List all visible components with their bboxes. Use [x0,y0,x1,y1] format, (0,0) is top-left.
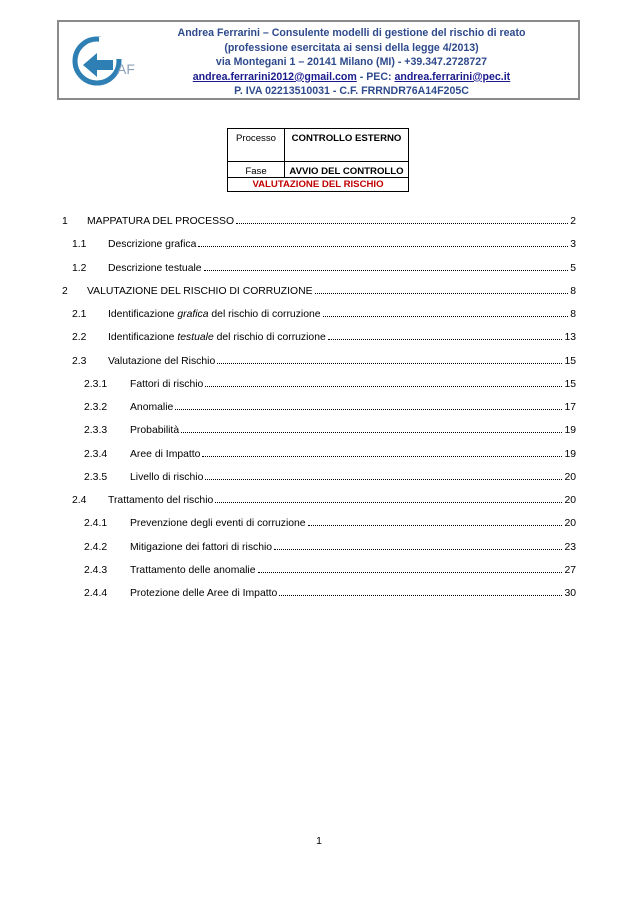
toc-entry-number: 2.4.3 [84,564,108,576]
toc-entry-number: 2.3.5 [84,471,108,483]
toc-dot-leader [217,362,562,364]
toc-entry-number: 2.3 [72,355,87,367]
toc-dot-leader [215,501,562,503]
toc-entry[interactable] [72,332,576,343]
toc-entry-number: 1.2 [72,262,87,274]
toc-entry-title: Descrizione grafica [108,239,197,251]
toc-entry[interactable] [72,263,576,274]
toc-entry-number: 2.2 [72,332,87,344]
toc-entry[interactable] [62,216,576,227]
pec-link[interactable]: andrea.ferrarini@pec.it [394,70,511,83]
page-number: 1 [316,836,322,847]
process-value: CONTROLLO ESTERNO [285,129,409,162]
toc-entry[interactable] [84,518,576,529]
toc-entry-page: 13 [564,332,576,344]
svg-text:AF: AF [117,61,135,77]
toc-dot-leader [202,455,562,457]
toc-entry-number: 2.3.4 [84,448,108,460]
toc-entry-page: 19 [564,448,576,460]
toc-dot-leader [328,338,563,340]
toc-dot-leader [181,431,562,433]
toc-entry-title: Trattamento delle anomalie [130,564,256,576]
toc-entry-page: 5 [570,262,576,274]
toc-dot-leader [315,292,569,294]
toc-entry-number: 2 [62,285,68,297]
pec-label: - PEC: [356,70,395,83]
toc-entry-page: 27 [564,564,576,576]
process-label: Processo [228,129,285,162]
toc-entry[interactable] [84,425,576,436]
toc-entry-title: Aree di Impatto [130,448,201,460]
toc-entry-title: Mitigazione dei fattori di rischio [130,541,273,553]
toc-entry-page: 15 [564,355,576,367]
toc-dot-leader [236,222,568,224]
toc-entry-title-pre: Identificazione [108,309,178,320]
toc-entry-title: Trattamento del rischio [108,495,214,506]
phase-value: AVVIO DEL CONTROLLO [285,162,409,178]
profession-line: (professione esercitata ai sensi della legge 4/2013) [224,41,479,54]
address-line: via Montegani 1 – 20141 Milano (MI) - +39.347.2728727 [215,56,488,69]
toc-entry-page: 19 [564,425,576,437]
toc-entry-page: 17 [564,402,576,413]
toc-entry-page: 20 [564,518,576,530]
toc-entry-page: 8 [570,285,576,297]
toc-entry-title: Anomalie [130,402,174,413]
toc-entry-title [108,332,326,343]
toc-dot-leader [198,245,568,247]
toc-dot-leader [205,478,562,480]
toc-entry-number: 2.3.1 [84,378,108,390]
toc-entry-number: 2.3.3 [84,425,108,437]
toc-entry[interactable] [84,542,576,553]
toc-entry-page: 20 [564,471,576,483]
toc-entry-page: 2 [570,216,576,227]
email-link[interactable]: andrea.ferrarini2012@gmail.com [192,70,357,83]
toc-entry-title: Livello di rischio [130,471,204,483]
toc-entry-title-post: del rischio di corruzione [213,332,326,344]
toc-entry[interactable] [72,356,576,367]
company-logo [69,29,133,93]
toc-entry-title: MAPPATURA DEL PROCESSO [87,216,235,227]
toc-entry[interactable] [84,588,576,599]
toc-entry-page: 20 [564,495,576,506]
toc-entry-number: 2.3.2 [84,402,108,413]
toc-entry-title-emphasis: grafica [177,309,209,320]
toc-entry-page: 8 [570,309,576,320]
toc-entry-page: 3 [570,239,576,251]
letterhead [57,20,580,100]
toc-entry-number: 2.4.4 [84,588,108,599]
toc-entry-number: 2.4.2 [84,541,108,553]
toc-entry-number: 2.4.1 [84,518,108,530]
toc-dot-leader [175,408,562,410]
toc-dot-leader [308,524,563,526]
toc-entry-number: 2.1 [72,309,87,320]
toc-entry[interactable] [72,495,576,506]
toc-entry[interactable] [62,286,576,297]
toc-entry[interactable] [72,239,576,250]
toc-entry-title-emphasis: testuale [177,332,214,344]
toc-entry-title: Valutazione del Rischio [108,355,216,367]
toc-entry[interactable] [72,309,576,320]
toc-entry-title: VALUTAZIONE DEL RISCHIO DI CORRUZIONE [87,285,313,297]
toc-entry-page: 15 [564,378,576,390]
toc-entry[interactable] [84,565,576,576]
toc-entry-page: 23 [564,541,576,553]
tax-id-line: P. IVA 02213510031 - C.F. FRRNDR76A14F205C [234,85,469,98]
process-table [227,128,409,192]
toc-entry[interactable] [84,402,576,413]
toc-entry-title: Protezione delle Aree di Impatto [130,588,278,599]
toc-entry-page: 30 [564,588,576,599]
toc-entry[interactable] [84,472,576,483]
consultant-name-line: Andrea Ferrarini – Consulente modelli di gestione del rischio di reato [177,27,526,39]
phase-label: Fase [228,162,285,178]
toc-entry-title: Prevenzione degli eventi di corruzione [130,518,306,530]
toc-entry-number: 1.1 [72,239,87,251]
toc-dot-leader [204,269,569,271]
contact-line [131,70,572,85]
toc-dot-leader [205,385,562,387]
toc-entry-title-pre: Identificazione [108,332,178,344]
toc-entry[interactable] [84,379,576,390]
toc-entry-title: Probabilità [130,425,180,437]
toc-dot-leader [279,594,562,596]
toc-dot-leader [274,548,562,550]
toc-dot-leader [258,571,563,573]
toc-dot-leader [323,315,569,317]
toc-entry-number: 1 [62,216,68,227]
toc-entry-title [108,309,321,320]
toc-entry-title: Fattori di rischio [130,378,204,390]
toc-entry-number: 2.4 [72,495,87,506]
toc-entry-title-post: del rischio di corruzione [208,309,321,320]
toc-entry-title: Descrizione testuale [108,262,202,274]
toc-entry[interactable] [84,449,576,460]
subphase-value: VALUTAZIONE DEL RISCHIO [228,178,409,192]
